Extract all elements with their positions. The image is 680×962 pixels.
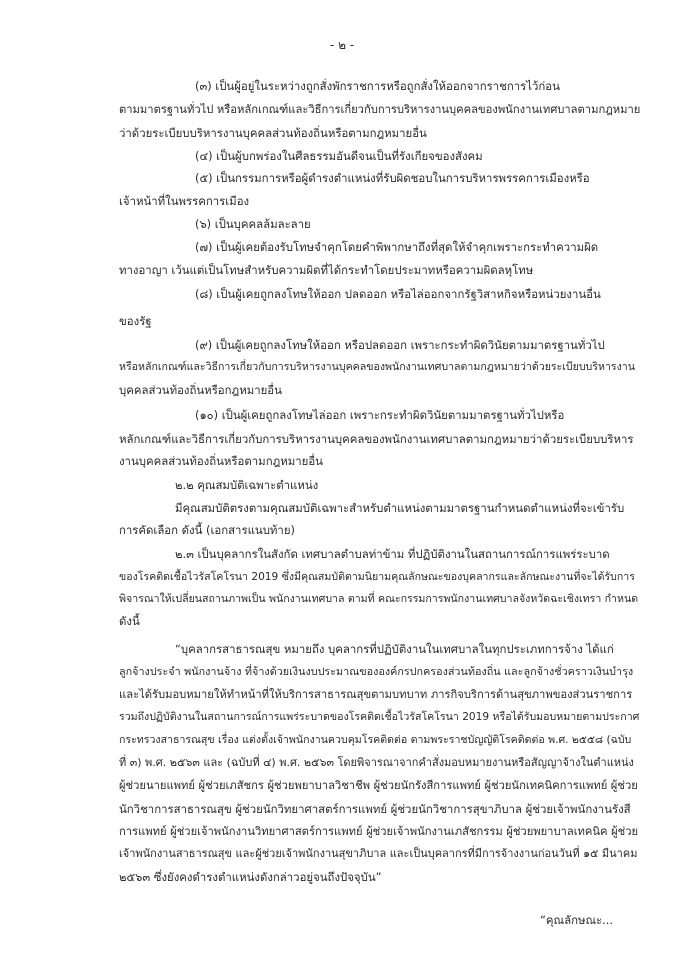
quote-line-4: รวมถึงปฏิบัติงานในสถานการณ์การแพร่ระบาดของโรคติดเชื้อไวรัสโคโรนา 2019 หรือได้รับมอบหมายตามประกาศ	[119, 711, 640, 723]
clause-5-line-1: (๕) เป็นกรรมการหรือผู้ดำรงตำแหน่งที่รับผิดชอบในการบริหารพรรคการเมืองหรือ	[195, 171, 590, 185]
clause-7-line-1: (๗) เป็นผู้เคยต้องรับโทษจำคุกโดยคำพิพากษาถึงที่สุดให้จำคุกเพราะกระทำความผิด	[195, 240, 599, 254]
quote-line-6: ที่ ๓) พ.ศ. ๒๕๖๓ และ (ฉบับที่ ๔) พ.ศ. ๒๕๖๓ โดยพิจารณาจากคำสั่งมอบหมายงานหรือสัญญาจ้างในตำแหน่ง	[119, 756, 634, 769]
clause-10-line-1: (๑๐) เป็นผู้เคยถูกลงโทษไล่ออก เพราะกระทำผิดวินัยตามมาตรฐานทั่วไปหรือ	[195, 408, 565, 422]
clause-8-line-1: (๘) เป็นผู้เคยถูกลงโทษให้ออก ปลดออก หรือไล่ออกจากรัฐวิสาหกิจหรือหน่วยงานอื่น	[195, 287, 601, 301]
clause-8-line-2: ของรัฐ	[119, 314, 152, 328]
clause-9-line-2: หรือหลักเกณฑ์และวิธีการเกี่ยวกับการบริหารงานบุคคลของพนักงานเทศบาลตามกฎหมายว่าด้วยระเบียบบริหารงาน	[119, 361, 635, 373]
clause-9-line-1: (๙) เป็นผู้เคยถูกลงโทษให้ออก หรือปลดออก เพราะกระทำผิดวินัยตามมาตรฐานทั่วไป	[195, 338, 605, 352]
clause-3-line-1: (๓) เป็นผู้อยู่ในระหว่างถูกสั่งพักราชการหรือถูกสั่งให้ออกจากราชการไว้ก่อน	[195, 79, 560, 93]
quote-line-3: และได้รับมอบหมายให้ทำหน้าที่ให้บริการสาธารณสุขตามบทบาท ภารกิจบริการด้านสุขภาพของส่วนราชการ	[119, 688, 633, 701]
quote-line-11: ๒๕๖๓ ซึ่งยังคงดำรงตำแหน่งดังกล่าวอยู่จนถึงปัจจุบัน”	[119, 870, 382, 884]
quote-line-9: การแพทย์ ผู้ช่วยเจ้าพนักงานวิทยาศาสตร์การแพทย์ ผู้ช่วยเจ้าพนักงานเภสัชกรรม ผู้ช่วยพยาบาลเทคนิค ผู้ช่วย	[119, 825, 639, 838]
clause-10-line-2: หลักเกณฑ์และวิธีการเกี่ยวกับการบริหารงานบุคคลของพนักงานเทศบาลตามกฎหมายว่าด้วยระเบียบบริหาร	[119, 432, 634, 446]
section-2-2-heading: ๒.๒ คุณสมบัติเฉพาะตำแหน่ง	[175, 478, 319, 492]
clause-9-line-3: บุคคลส่วนท้องถิ่นหรือกฎหมายอื่น	[119, 383, 282, 397]
quote-line-1: “บุคลากรสาธารณสุข หมายถึง บุคลากรที่ปฏิบัติงานในเทศบาลในทุกประเภทการจ้าง ได้แก่	[175, 642, 614, 656]
section-2-3-line-2: ของโรคติดเชื้อไวรัสโคโรนา 2019 ซึ่งมีคุณสมบัติตามนิยามคุณลักษณะของบุคลากรและลักษณะงานที่จะได้รับการ	[119, 571, 635, 583]
quote-line-2: ลูกจ้างประจำ พนักงานจ้าง ที่จ้างด้วยเงินงบประมาณขององค์กรปกครองส่วนท้องถิ่น และลูกจ้างชั่วคราวเงินบำรุง	[119, 665, 634, 678]
clause-7-line-2: ทางอาญา เว้นแต่เป็นโทษสำหรับความผิดที่ได้กระทำโดยประมาทหรือความผิดลหุโทษ	[119, 263, 534, 277]
clause-4-line-1: (๔) เป็นผู้บกพร่องในศีลธรรมอันดีจนเป็นที่รังเกียจของสังคม	[195, 149, 483, 163]
section-2-3-line-4: ดังนี้	[119, 614, 140, 628]
quote-line-8: นักวิชาการสาธารณสุข ผู้ช่วยนักวิทยาศาสตร์การแพทย์ ผู้ช่วยนักวิชาการสุขาภิบาล ผู้ช่วยเจ้าพนักงานรังสี	[119, 802, 631, 816]
page-number: - ๒ -	[330, 38, 355, 52]
clause-3-line-3: ว่าด้วยระเบียบบริหารงานบุคคลส่วนท้องถิ่นหรือตามกฎหมายอื่น	[119, 126, 427, 140]
continuation-catchword: “คุณลักษณะ...	[540, 913, 614, 927]
quote-line-10: เจ้าพนักงานสาธารณสุข และผู้ช่วยเจ้าพนักงานสุขาภิบาล และเป็นบุคลากรที่มีการจ้างงานก่อนวันที่ ๑๕ มีนาคม	[119, 847, 638, 860]
quote-line-7: ผู้ช่วยนายแพทย์ ผู้ช่วยเภสัชกร ผู้ช่วยพยาบาลวิชาชีพ ผู้ช่วยนักรังสีการแพทย์ ผู้ช่วยนักเทคนิคการแพทย์ ผู้ช่วย	[119, 779, 638, 792]
clause-10-line-3: งานบุคคลส่วนท้องถิ่นหรือตามกฎหมายอื่น	[119, 454, 323, 468]
quote-line-5: กระทรวงสาธารณสุข เรื่อง แต่งตั้งเจ้าพนักงานควบคุมโรคติดต่อ ตามพระราชบัญญัติโรคติดต่อ พ.ศ. ๒๕๕๘ (ฉบับ	[119, 734, 632, 746]
clause-5-line-2: เจ้าหน้าที่ในพรรคการเมือง	[119, 194, 250, 208]
section-2-2-line-1: มีคุณสมบัติตรงตามคุณสมบัติเฉพาะสำหรับตำแหน่งตามมาตรฐานกำหนดตำแหน่งที่จะเข้ารับ	[175, 501, 625, 515]
section-2-3-line-1: ๒.๓ เป็นบุคลากรในสังกัด เทศบาลตำบลท่าข้าม ที่ปฏิบัติงานในสถานการณ์การแพร่ระบาด	[175, 547, 610, 561]
clause-6-line-1: (๖) เป็นบุคคลล้มละลาย	[195, 217, 311, 231]
section-2-2-line-2: การคัดเลือก ดังนี้ (เอกสารแนบท้าย)	[119, 523, 295, 537]
clause-3-line-2: ตามมาตรฐานทั่วไป หรือหลักเกณฑ์และวิธีการเกี่ยวกับการบริหารงานบุคคลของพนักงานเทศบาลตามกฎหมาย	[119, 103, 641, 116]
section-2-3-line-3: พิจารณาให้เปลี่ยนสถานภาพเป็น พนักงานเทศบาล ตามที่ คณะกรรมการพนักงานเทศบาลจังหวัดฉะเชิงเทรา กำหนด	[119, 593, 639, 605]
